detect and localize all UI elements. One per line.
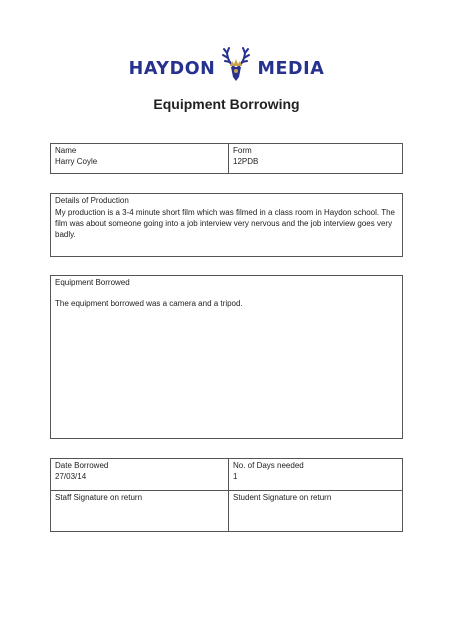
haydon-media-logo bbox=[0, 50, 453, 90]
form-label: Form bbox=[233, 146, 252, 155]
days-needed-value: 1 bbox=[233, 471, 238, 481]
name-value: Harry Coyle bbox=[55, 156, 98, 166]
date-borrowed-cell bbox=[51, 459, 228, 490]
production-text: My production is a 3-4 minute short film which was filmed in a class room in Haydon school. The film was about someone going into a job interview very nervous and the job interview goes very badly. bbox=[55, 207, 395, 239]
equipment-cell bbox=[51, 276, 402, 438]
days-needed-label: No. of Days needed bbox=[233, 461, 304, 470]
borrowing-dates-table bbox=[50, 458, 403, 532]
student-signature-label: Student Signature on return bbox=[233, 493, 332, 502]
form-value: 12PDB bbox=[233, 156, 259, 166]
student-signature-cell bbox=[229, 491, 402, 531]
logo-word-right: MEDIA bbox=[257, 59, 325, 80]
name-cell bbox=[51, 144, 228, 173]
equipment-borrowed-box bbox=[50, 275, 403, 439]
days-needed-cell bbox=[229, 459, 402, 490]
name-label: Name bbox=[55, 146, 77, 155]
form-cell bbox=[229, 144, 402, 173]
production-details-box bbox=[50, 193, 403, 257]
date-borrowed-value: 27/03/14 bbox=[55, 471, 87, 481]
staff-signature-cell bbox=[51, 491, 228, 531]
logo-word-left: HAYDON bbox=[128, 59, 216, 80]
production-cell bbox=[51, 194, 402, 256]
staff-signature-label: Staff Signature on return bbox=[55, 493, 143, 502]
equipment-text: The equipment borrowed was a camera and a tripod. bbox=[55, 298, 243, 308]
stag-crest-icon bbox=[219, 47, 253, 85]
date-borrowed-label: Date Borrowed bbox=[55, 461, 109, 470]
page-title: Equipment Borrowing bbox=[153, 96, 300, 112]
name-form-table bbox=[50, 143, 403, 174]
production-label: Details of Production bbox=[55, 196, 129, 205]
equipment-label: Equipment Borrowed bbox=[55, 278, 130, 287]
